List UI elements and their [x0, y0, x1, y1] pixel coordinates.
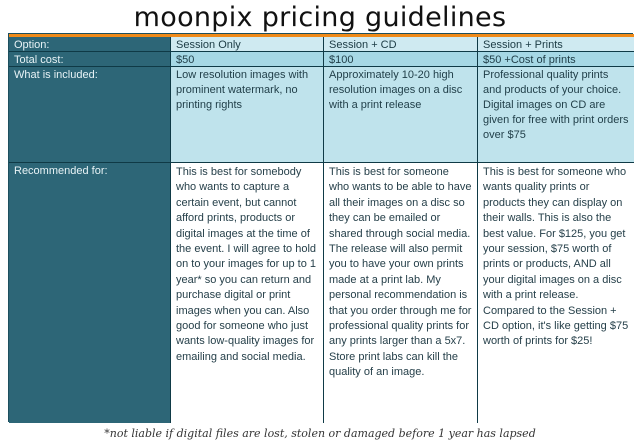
cost-session-only: $50	[171, 52, 324, 67]
option-session-only: Session Only	[171, 37, 324, 52]
included-session-only: Low resolution images with prominent watermark, no printing rights	[171, 67, 324, 163]
row-label-option: Option:	[9, 37, 171, 52]
recommended-session-prints: This is best for someone who wants quality prints or products they can display on their walls. This is also the best value. For $125, you get your session, $75 worth of prints or products, AND all your digital images on a disc with a print release. Compared to the Session + CD option, it's like getting $75 worth of prints for $25!	[478, 163, 634, 423]
row-label-included: What is included:	[9, 67, 171, 163]
included-prints-text: Professional quality prints and products of your choice.	[483, 69, 622, 96]
included-session-prints	[478, 67, 634, 163]
option-session-prints: Session + Prints	[478, 37, 634, 52]
row-label-recommended: Recommended for:	[9, 163, 171, 423]
footnote: *not liable if digital files are lost, stolen or damaged before 1 year has lapsed	[104, 427, 536, 440]
pricing-table	[8, 33, 633, 422]
cost-session-cd: $100	[324, 52, 478, 67]
included-prints-extra: Digital images on CD are given for free with print orders over $75	[483, 99, 629, 141]
recommended-session-cd: This is best for someone who wants to be able to have all their images on a disc so they can be emailed or shared through social media. The release will also permit you to have your own prints made at a print lab. My personal recommendation is that you order through me for professional quality prints for any prints larger than a 5x7. Store print labs can kill the quality of an image.	[324, 163, 478, 423]
row-label-cost: Total cost:	[9, 52, 171, 67]
page-title: moonpix pricing guidelines	[133, 2, 507, 33]
recommended-session-only: This is best for somebody who wants to capture a certain event, but cannot afford prints, products or digital images at the time of the event. I will agree to hold on to your images for up to 1 year* so you can return and purchase digital or print images when you can. Also good for someone who just wants low-quality images for emailing and social media.	[171, 163, 324, 423]
option-session-cd: Session + CD	[324, 37, 478, 52]
included-session-cd: Approximately 10-20 high resolution images on a disc with a print release	[324, 67, 478, 163]
cost-session-prints: $50 +Cost of prints	[478, 52, 634, 67]
